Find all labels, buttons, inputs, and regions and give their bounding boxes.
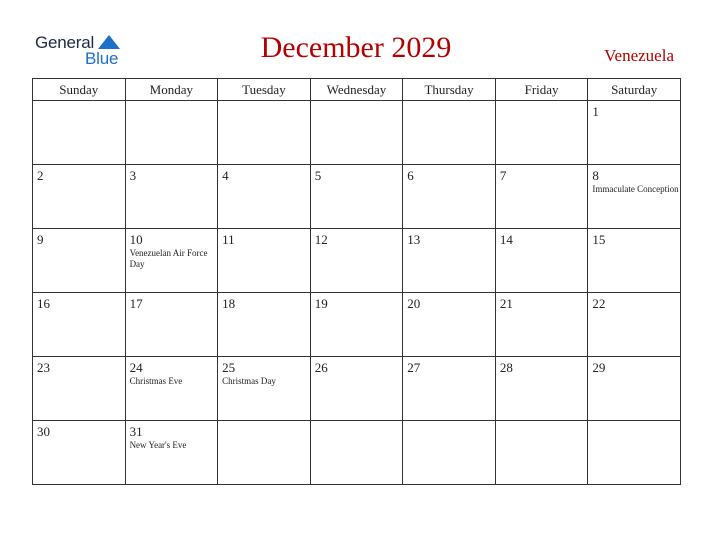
day-number: 17 bbox=[129, 296, 143, 311]
week-row bbox=[33, 229, 681, 293]
logo-text-general: General bbox=[35, 33, 95, 52]
weekday-header: Wednesday bbox=[310, 79, 403, 101]
day-cell bbox=[588, 101, 681, 165]
day-cell bbox=[403, 101, 496, 165]
weekday-header: Sunday bbox=[33, 79, 126, 101]
day-cell bbox=[218, 357, 311, 421]
day-cell bbox=[125, 293, 218, 357]
day-number: 31 bbox=[129, 424, 143, 439]
week-row bbox=[33, 101, 681, 165]
day-cell bbox=[310, 101, 403, 165]
day-number: 22 bbox=[592, 296, 606, 311]
day-cell bbox=[310, 293, 403, 357]
day-number: 14 bbox=[499, 232, 513, 247]
day-number: 13 bbox=[407, 232, 421, 247]
weekday-header: Friday bbox=[495, 79, 588, 101]
day-cell bbox=[33, 229, 126, 293]
day-cell bbox=[495, 293, 588, 357]
day-cell bbox=[125, 421, 218, 485]
day-number: 4 bbox=[222, 168, 229, 183]
day-cell bbox=[218, 229, 311, 293]
day-cell bbox=[33, 293, 126, 357]
day-cell bbox=[495, 229, 588, 293]
week-row bbox=[33, 421, 681, 485]
day-number: 7 bbox=[499, 168, 507, 183]
day-cell bbox=[588, 165, 681, 229]
day-cell bbox=[403, 421, 496, 485]
day-number: 10 bbox=[129, 232, 143, 247]
day-cell bbox=[33, 165, 126, 229]
day-number: 6 bbox=[407, 168, 414, 183]
day-cell bbox=[218, 421, 311, 485]
weekday-header: Tuesday bbox=[218, 79, 311, 101]
weekday-header-row bbox=[33, 79, 681, 101]
day-cell bbox=[125, 229, 218, 293]
country-label: Venezuela bbox=[604, 46, 674, 65]
day-number: 28 bbox=[499, 360, 513, 375]
day-number: 21 bbox=[499, 296, 513, 311]
day-cell bbox=[125, 165, 218, 229]
weekday-header: Thursday bbox=[403, 79, 496, 101]
holiday-label: New Year's Eve bbox=[129, 440, 187, 450]
week-row bbox=[33, 165, 681, 229]
day-number: 15 bbox=[592, 232, 606, 247]
day-number: 16 bbox=[37, 296, 50, 311]
calendar-grid bbox=[32, 78, 681, 485]
day-cell bbox=[403, 357, 496, 421]
day-cell bbox=[310, 421, 403, 485]
day-number: 25 bbox=[222, 360, 236, 375]
day-cell bbox=[310, 357, 403, 421]
holiday-label: Christmas Day bbox=[222, 376, 276, 386]
holiday-label: Christmas Eve bbox=[129, 376, 183, 386]
day-cell bbox=[218, 293, 311, 357]
day-cell bbox=[403, 165, 496, 229]
day-number: 19 bbox=[314, 296, 328, 311]
logo-text-blue: Blue bbox=[85, 49, 119, 68]
day-number: 26 bbox=[314, 360, 328, 375]
day-number: 30 bbox=[37, 424, 50, 439]
day-cell bbox=[588, 357, 681, 421]
page-title: December 2029 bbox=[260, 31, 452, 64]
day-number: 29 bbox=[592, 360, 606, 375]
day-cell bbox=[125, 357, 218, 421]
day-number: 5 bbox=[314, 168, 322, 183]
holiday-label: Immaculate Conception bbox=[592, 184, 679, 194]
week-row bbox=[33, 357, 681, 421]
day-cell bbox=[495, 101, 588, 165]
day-cell bbox=[495, 165, 588, 229]
day-number: 1 bbox=[592, 104, 599, 119]
day-cell bbox=[495, 357, 588, 421]
day-cell bbox=[33, 421, 126, 485]
day-number: 27 bbox=[407, 360, 421, 375]
day-cell bbox=[33, 357, 126, 421]
day-number: 8 bbox=[592, 168, 599, 183]
holiday-label: Venezuelan Air Force Day bbox=[129, 248, 208, 269]
weekday-header: Monday bbox=[125, 79, 218, 101]
day-number: 20 bbox=[407, 296, 421, 311]
day-cell bbox=[588, 229, 681, 293]
day-number: 12 bbox=[314, 232, 328, 247]
day-cell bbox=[218, 101, 311, 165]
day-cell bbox=[403, 229, 496, 293]
day-number: 24 bbox=[129, 360, 143, 375]
day-cell bbox=[33, 101, 126, 165]
day-number: 18 bbox=[222, 296, 236, 311]
week-row bbox=[33, 293, 681, 357]
weekday-header: Saturday bbox=[588, 79, 681, 101]
day-number: 3 bbox=[129, 168, 137, 183]
day-cell bbox=[310, 229, 403, 293]
day-cell bbox=[218, 165, 311, 229]
day-cell bbox=[403, 293, 496, 357]
day-cell bbox=[588, 293, 681, 357]
day-cell bbox=[588, 421, 681, 485]
day-cell bbox=[125, 101, 218, 165]
day-number: 11 bbox=[222, 232, 235, 247]
day-number: 9 bbox=[37, 232, 44, 247]
day-cell bbox=[310, 165, 403, 229]
day-cell bbox=[495, 421, 588, 485]
day-number: 2 bbox=[37, 168, 44, 183]
day-number: 23 bbox=[37, 360, 50, 375]
